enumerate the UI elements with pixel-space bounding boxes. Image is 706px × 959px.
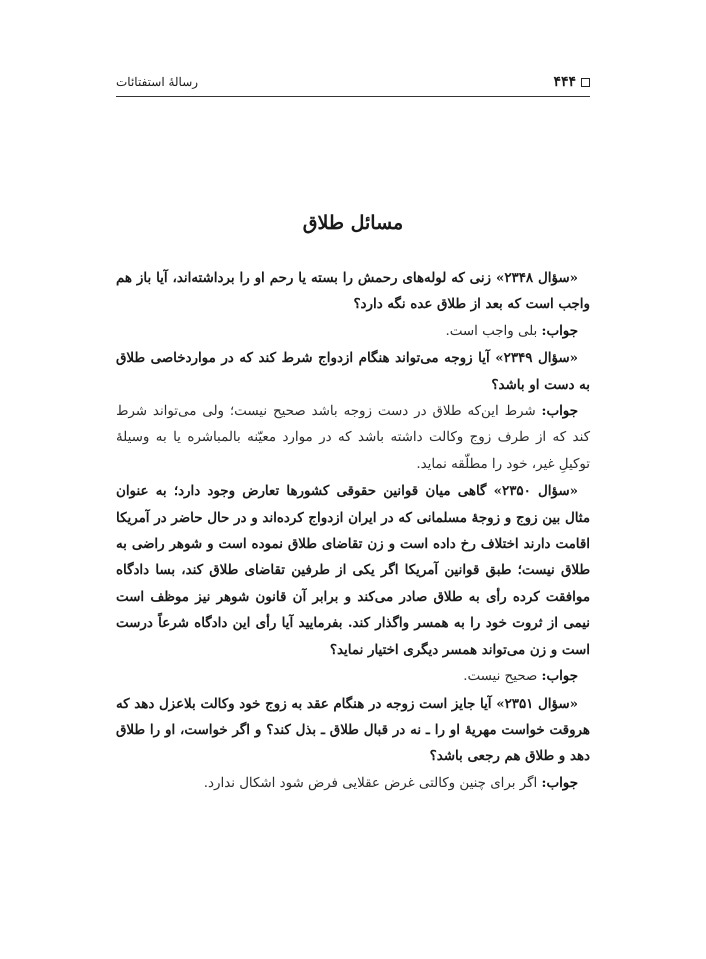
answer-text: بلی واجب است. — [445, 323, 538, 339]
answer-paragraph — [116, 663, 590, 690]
document-body — [116, 265, 590, 797]
question-text: زنی که لوله‌های رحمش را بسته یا رحم او را برداشته‌اند، آیا باز هم واجب است که بعد از طلاق عده نگه دارد؟ — [116, 270, 590, 313]
answer-paragraph — [116, 318, 590, 345]
square-bullet-icon — [581, 78, 590, 87]
answer-paragraph — [116, 770, 590, 797]
answer-label: جواب: — [541, 403, 578, 420]
page-header — [116, 74, 590, 97]
section-title: مسائل طلاق — [302, 212, 404, 234]
question-number: «سؤال ۲۳۵۰» — [493, 483, 578, 500]
answer-text: صحیح نیست. — [463, 669, 538, 685]
page-number-text: ۴۴۴ — [553, 74, 576, 90]
answer-text: شرط این‌که طلاق در دست زوجه باشد صحیح نیست؛ ولی می‌تواند شرط کند که از طرف زوج وکالت داشته باشد که در موارد معیّنه بالمباشره یا به وسیلهٔ توکیلِ غیر، خود را مطلّقه نماید. — [116, 404, 590, 472]
question-text: گاهی میان قوانین حقوقی کشورها تعارض وجود دارد؛ به عنوان مثال بین زوج و زوجهٔ مسلمانی که در ایران ازدواج کرده‌اند و در حال حاضر در آمریکا اقامت دارند اختلاف رخ داده است و زن تقاضای طلاق نموده است و شوهر راضی به طلاق نیست؛ طبق قوانین آمریکا اگر یکی از طرفین تقاضای طلاق کند، بسا دادگاه موافقت کرده رأی به طلاق صادر می‌کند و برابر آن قانون شوهر نیز موظف است نیمی از ثروت خود را به همسر واگذار کند. بفرمایید آیا رأی این دادگاه شرعاً درست است و زن می‌تواند همسر دیگری اختیار نماید؟ — [116, 483, 590, 658]
answer-text: اگر برای چنین وکالتی غرض عقلایی فرض شود اشکال ندارد. — [203, 775, 538, 791]
question-paragraph — [116, 478, 590, 663]
answer-label: جواب: — [541, 668, 578, 685]
answer-label: جواب: — [541, 774, 578, 791]
page-number — [553, 74, 590, 90]
question-paragraph — [116, 345, 590, 398]
question-number: «سؤال ۲۳۴۸» — [495, 270, 578, 286]
answer-label: جواب: — [541, 322, 578, 339]
answer-paragraph — [116, 398, 590, 478]
question-text: آیا زوجه می‌تواند هنگام ازدواج شرط کند که در مواردخاصی طلاق به دست او باشد؟ — [116, 350, 590, 393]
question-number: «سؤال ۲۳۵۱» — [496, 695, 578, 712]
question-paragraph — [116, 265, 590, 318]
running-title: رسالهٔ استفتائات — [116, 75, 199, 89]
question-text: آیا جایز است زوجه در هنگام عقد به زوج خود وکالت بلاعزل دهد که هروقت خواست مهریهٔ او را ـ نه در قبال طلاق ـ بذل کند؟ و اگر خواست، او را طلاق دهد و طلاق هم رجعی باشد؟ — [116, 695, 590, 765]
question-number: «سؤال ۲۳۴۹» — [495, 350, 578, 367]
question-paragraph — [116, 691, 590, 770]
